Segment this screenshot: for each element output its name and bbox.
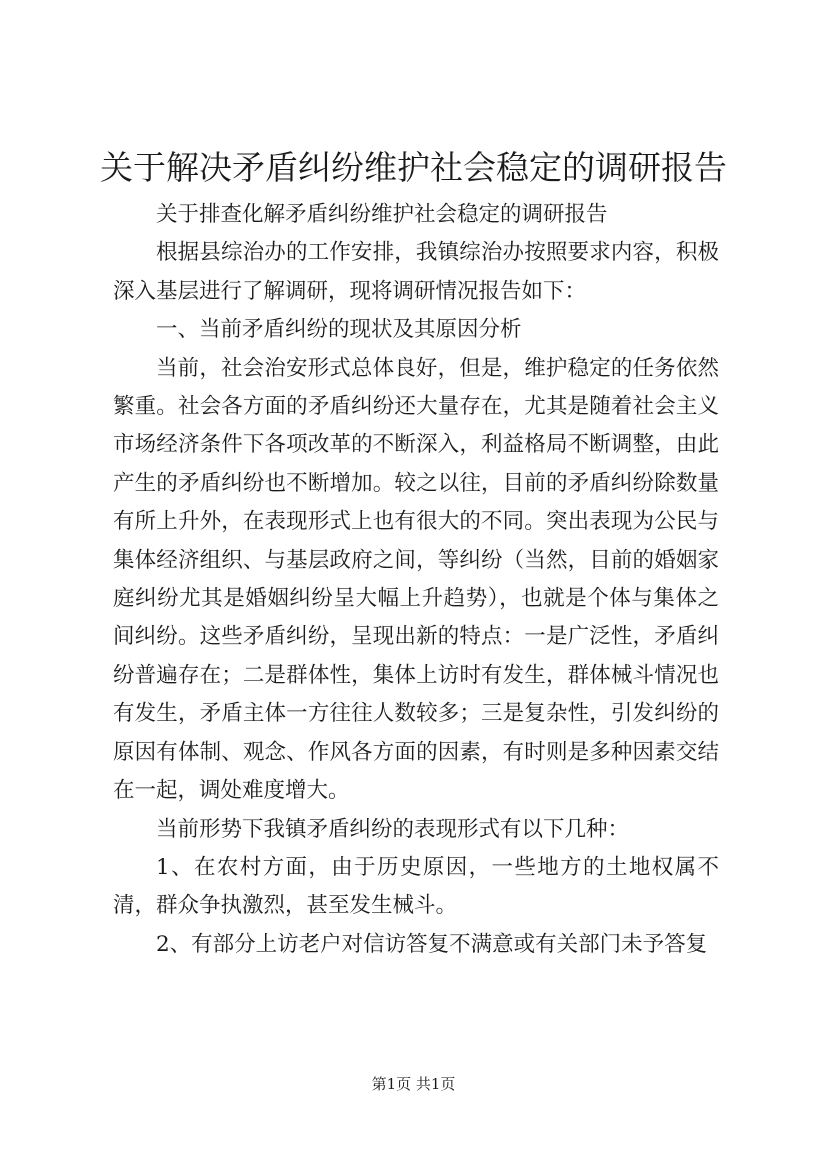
list-item-2: 2、有部分上访老户对信访答复不满意或有关部门未予答复 <box>156 931 708 957</box>
section-heading: 一、当前矛盾纠纷的现状及其原因分析 <box>156 317 522 343</box>
list-item-1: 1、在农村方面，由于历史原因，一些地方的土地权属不清，群众争执激烈，甚至发生械斗。 <box>113 854 719 919</box>
forms-intro-paragraph: 当前形势下我镇矛盾纠纷的表现形式有以下几种： <box>156 816 630 842</box>
intro-paragraph: 根据县综治办的工作安排，我镇综治办按照要求内容，积极深入基层进行了解调研，现将调研情况报告如下： <box>113 240 719 304</box>
document-body <box>113 196 719 964</box>
analysis-paragraph: 当前，社会治安形式总体良好，但是，维护稳定的任务依然繁重。社会各方面的矛盾纠纷还大量存在，尤其是随着社会主义市场经济条件下各项改革的不断深入，利益格局不断调整，由此产生的矛盾纠纷也不断增加。较之以往，目前的矛盾纠纷除数量有所上升外，在表现形式上也有很大的不同。突出表现为公民与集体经济组织、与基层政府之间，等纠纷（当然，目前的婚姻家庭纠纷尤其是婚姻纠纷呈大幅上升趋势），也就是个体与集体之间纠纷。这些矛盾纠纷，呈现出新的特点：一是广泛性，矛盾纠纷普遍存在；二是群体性，集体上访时有发生，群体械斗情况也有发生，矛盾主体一方往往人数较多；三是复杂性，引发纠纷的原因有体制、观念、作风各方面的因素，有时则是多种因素交结在一起，调处难度增大。 <box>113 355 719 804</box>
document-title: 关于解决矛盾纠纷维护社会稳定的调研报告 <box>100 148 727 187</box>
page-footer: 第1页 共1页 <box>371 1075 456 1093</box>
subtitle-paragraph: 关于排查化解矛盾纠纷维护社会稳定的调研报告 <box>156 202 608 227</box>
